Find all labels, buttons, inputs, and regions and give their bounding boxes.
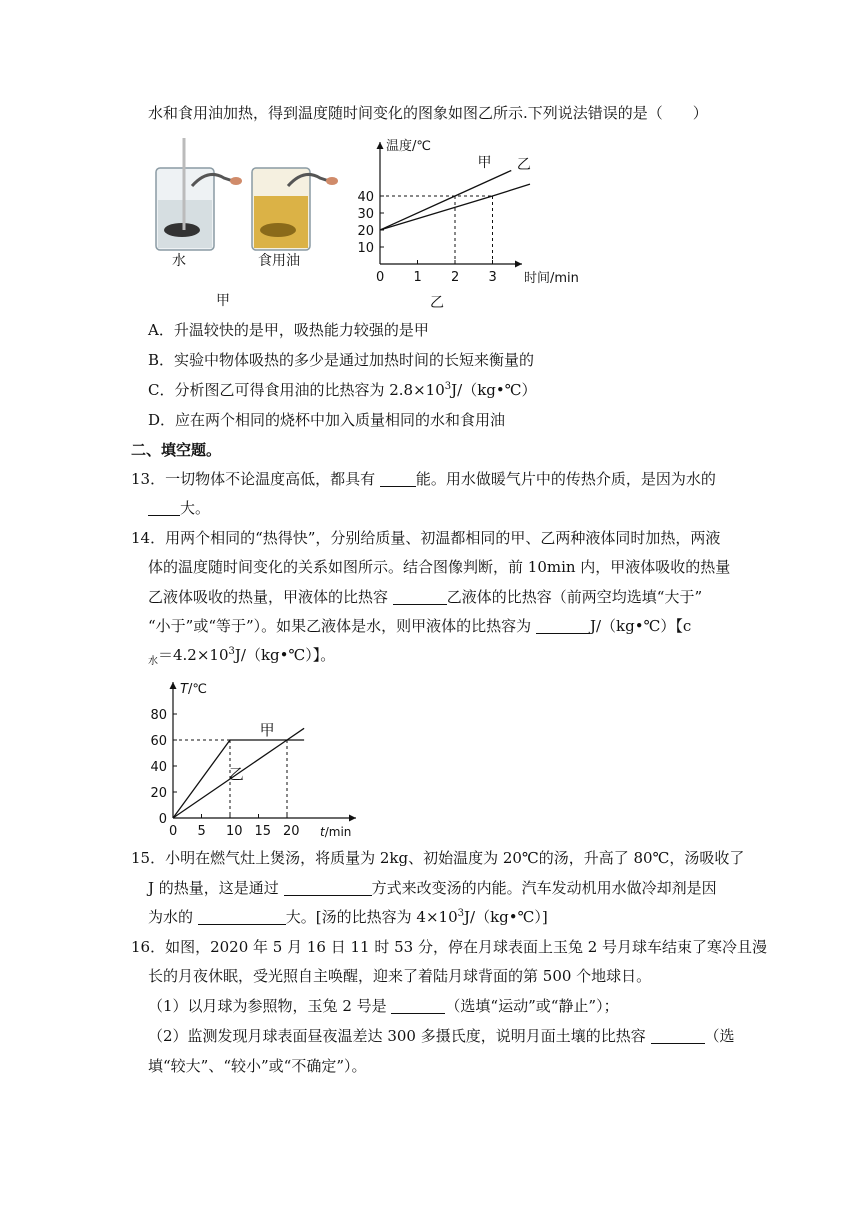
q16-line1: 16．如图，2020 年 5 月 16 日 11 时 53 分，停在月球表面上玉兔 2 号月球车结束了寒冷且漫 — [131, 938, 768, 956]
q15-line1: 15．小明在燃气灶上煲汤，将质量为 2kg、初始温度为 20℃的汤，升高了 80℃，汤吸收了 — [131, 849, 745, 867]
label-water: 水 — [172, 253, 186, 269]
option-c: C．分析图乙可得食用油的比热容为 $2.8\times 10^3J/(kg•℃)$ — [148, 381, 537, 399]
x-tick-label: 2 — [451, 270, 460, 285]
water-beaker-icon — [156, 138, 242, 250]
x-tick-label: 15 — [254, 824, 272, 839]
q16-sub2-line2: 填“较大”、“较小”或“不确定”）。 — [148, 1057, 367, 1075]
answer-blank[interactable] — [536, 617, 590, 634]
x-tick-label: 20 — [283, 824, 300, 839]
q13-line1: 13．一切物体不论温度高低，都具有 能。用水做暖气片中的传热介质，是因为水的 — [131, 470, 716, 488]
answer-blank[interactable] — [284, 879, 372, 896]
q16-line2: 长的月夜休眠，受光照自主唤醒，迎来了着陆月球背面的第 500 个地球日。 — [148, 967, 652, 985]
q14-line1: 14．用两个相同的“热得快”，分别给质量、初温都相同的甲、乙两种液体同时加热，两液 — [131, 529, 721, 547]
q16-sub1: （1）以月球为参照物，玉兔 2 号是 （选填“运动”或“静止”）； — [148, 997, 619, 1015]
figure-jia-caption: 甲 — [216, 293, 230, 309]
q14-line2: 体的温度随时间变化的关系如图所示。结合图像判断，前 10min 内，甲液体吸收的热量 — [148, 558, 731, 576]
y-tick-label: 10 — [357, 241, 374, 256]
y-tick-label: 40 — [150, 760, 167, 775]
answer-blank[interactable] — [393, 588, 447, 605]
y-tick-label: 20 — [150, 786, 167, 801]
section-title: 二、填空题。 — [131, 441, 222, 459]
y-tick-label: 80 — [150, 708, 167, 723]
q14-line4: “小于”或“等于”）。如果乙液体是水，则甲液体的比热容为 J/（kg•℃）【c — [148, 617, 692, 635]
q16-sub2: （2）监测发现月球表面昼夜温差达 300 多摄氏度，说明月面土壤的比热容 （选 — [148, 1027, 735, 1045]
chart-q14 — [140, 676, 370, 842]
y-tick-label: 60 — [150, 734, 167, 749]
option-d: D．应在两个相同的烧杯中加入质量相同的水和食用油 — [148, 411, 506, 429]
answer-blank[interactable] — [391, 997, 445, 1014]
y-tick-label: 30 — [357, 207, 374, 222]
q15-line3: 为水的 大。[汤的比热容为 $4\times 10^3J/(kg•℃)$] — [148, 908, 548, 926]
x-axis-label: t/min — [320, 825, 352, 839]
q14-line5: $_水=4.2\times 10^3J/(kg•℃)$】。 — [148, 646, 336, 667]
series-label-jia: 甲 — [259, 720, 275, 739]
y-tick-label: 20 — [357, 224, 374, 239]
series-line-yi — [380, 184, 530, 230]
y-axis-label: 温度/℃ — [386, 139, 431, 154]
answer-blank[interactable] — [148, 499, 180, 516]
x-tick-label: 0 — [376, 270, 385, 285]
q13-line2: 大。 — [148, 498, 210, 518]
answer-blank[interactable] — [198, 908, 286, 925]
x-tick-label: 1 — [413, 270, 422, 285]
x-tick-label: 3 — [488, 270, 497, 285]
q14-line3: 乙液体吸收的热量，甲液体的比热容 乙液体的比热容（前两空均选填“大于” — [148, 588, 703, 606]
q15-line2: J 的热量，这是通过 方式来改变汤的内能。汽车发动机用水做冷却剂是因 — [148, 879, 717, 897]
x-tick-label: 0 — [169, 824, 178, 839]
option-b: B．实验中物体吸热的多少是通过加热时间的长短来衡量的 — [148, 351, 535, 369]
series-label-yi: 乙 — [516, 156, 531, 173]
series-line-jia — [380, 171, 511, 231]
x-tick-label: 5 — [197, 824, 206, 839]
series-label-jia: 甲 — [477, 155, 492, 172]
figure-jia — [148, 138, 348, 308]
chart-yi — [340, 136, 590, 286]
oil-beaker-icon — [252, 168, 338, 250]
x-tick-label: 10 — [226, 824, 243, 839]
series-label-yi: 乙 — [228, 765, 244, 783]
label-oil: 食用油 — [258, 253, 300, 269]
option-a: A．升温较快的是甲，吸热能力较强的是甲 — [148, 321, 429, 339]
y-tick-label: 0 — [158, 812, 167, 827]
y-axis-label: T/℃ — [180, 682, 207, 697]
y-tick-label: 40 — [357, 190, 374, 205]
figure-yi-caption: 乙 — [430, 295, 444, 311]
x-axis-label: 时间/min — [524, 271, 579, 286]
answer-blank[interactable] — [651, 1027, 705, 1044]
answer-blank[interactable] — [380, 470, 416, 487]
q12-stem: 水和食用油加热，得到温度随时间变化的图象如图乙所示.下列说法错误的是（ ） — [148, 104, 708, 122]
beakers-illustration — [148, 138, 348, 268]
